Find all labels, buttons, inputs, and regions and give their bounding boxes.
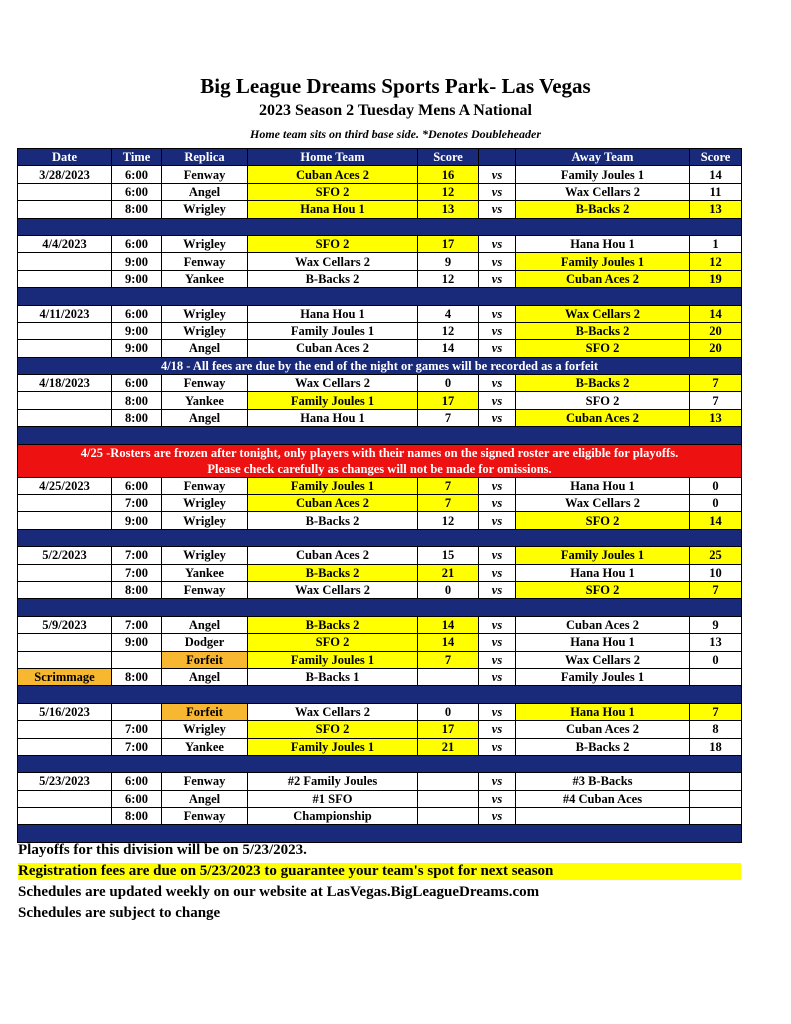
away-score-cell: 18 xyxy=(690,738,742,755)
home-team-cell: Hana Hou 1 xyxy=(248,305,418,322)
away-score-cell: 14 xyxy=(690,305,742,322)
replica-cell: Fenway xyxy=(162,477,248,494)
vs-cell: vs xyxy=(479,166,516,183)
replica-cell: Yankee xyxy=(162,270,248,287)
away-team-cell: SFO 2 xyxy=(516,581,690,598)
replica-cell: Wrigley xyxy=(162,235,248,252)
roster-notice-row xyxy=(18,444,742,477)
vs-cell: vs xyxy=(479,668,516,685)
away-team-cell: SFO 2 xyxy=(516,340,690,357)
date-cell: Scrimmage xyxy=(18,668,112,685)
replica-cell: Wrigley xyxy=(162,721,248,738)
date-cell xyxy=(18,790,112,807)
time-cell: 6:00 xyxy=(112,183,162,200)
game-row xyxy=(18,651,742,668)
time-cell: 7:00 xyxy=(112,564,162,581)
home-team-cell: Family Joules 1 xyxy=(248,322,418,339)
game-row xyxy=(18,375,742,392)
date-cell xyxy=(18,270,112,287)
time-cell: 6:00 xyxy=(112,375,162,392)
replica-cell: Angel xyxy=(162,790,248,807)
away-score-cell: 7 xyxy=(690,375,742,392)
away-team-cell: SFO 2 xyxy=(516,392,690,409)
date-cell: 3/28/2023 xyxy=(18,166,112,183)
vs-cell: vs xyxy=(479,495,516,512)
away-score-cell: 7 xyxy=(690,703,742,720)
vs-cell: vs xyxy=(479,183,516,200)
home-score-cell: 7 xyxy=(418,495,479,512)
roster-notice-line2: Please check carefully as changes will not be made for omissions. xyxy=(207,461,552,476)
home-score-cell: 12 xyxy=(418,322,479,339)
vs-cell: vs xyxy=(479,738,516,755)
replica-cell: Wrigley xyxy=(162,322,248,339)
replica-cell: Angel xyxy=(162,668,248,685)
date-cell: 5/16/2023 xyxy=(18,703,112,720)
separator-cell xyxy=(18,529,742,546)
date-cell xyxy=(18,512,112,529)
vs-cell: vs xyxy=(479,375,516,392)
home-score-cell xyxy=(418,668,479,685)
date-cell: 4/25/2023 xyxy=(18,477,112,494)
away-score-cell: 25 xyxy=(690,547,742,564)
vs-cell: vs xyxy=(479,235,516,252)
vs-cell: vs xyxy=(479,564,516,581)
date-cell xyxy=(18,253,112,270)
time-cell: 7:00 xyxy=(112,721,162,738)
time-cell xyxy=(112,651,162,668)
away-score-cell: 1 xyxy=(690,235,742,252)
col-replica: Replica xyxy=(162,149,248,166)
time-cell: 6:00 xyxy=(112,305,162,322)
home-team-cell: Wax Cellars 2 xyxy=(248,581,418,598)
game-row xyxy=(18,340,742,357)
away-team-cell: Cuban Aces 2 xyxy=(516,721,690,738)
vs-cell: vs xyxy=(479,409,516,426)
home-score-cell xyxy=(418,790,479,807)
separator-cell xyxy=(18,218,742,235)
home-team-cell: Wax Cellars 2 xyxy=(248,375,418,392)
away-team-cell: B-Backs 2 xyxy=(516,375,690,392)
registration-note: Registration fees are due on 5/23/2023 to guarantee your team's spot for next season xyxy=(18,863,741,880)
notice-row xyxy=(18,357,742,374)
replica-cell: Angel xyxy=(162,183,248,200)
vs-cell: vs xyxy=(479,322,516,339)
date-cell xyxy=(18,808,112,825)
home-score-cell: 12 xyxy=(418,183,479,200)
separator-cell xyxy=(18,288,742,305)
replica-cell: Wrigley xyxy=(162,201,248,218)
vs-cell: vs xyxy=(479,808,516,825)
away-score-cell: 13 xyxy=(690,634,742,651)
away-team-cell: Cuban Aces 2 xyxy=(516,409,690,426)
vs-cell: vs xyxy=(479,581,516,598)
time-cell: 8:00 xyxy=(112,808,162,825)
schedule-body xyxy=(18,166,742,842)
away-team-cell: #4 Cuban Aces xyxy=(516,790,690,807)
away-team-cell: SFO 2 xyxy=(516,512,690,529)
replica-cell: Wrigley xyxy=(162,547,248,564)
replica-cell: Fenway xyxy=(162,375,248,392)
replica-cell: Yankee xyxy=(162,392,248,409)
time-cell: 7:00 xyxy=(112,738,162,755)
home-team-note: Home team sits on third base side. *Denotes Doubleheader xyxy=(250,127,541,141)
away-score-cell: 10 xyxy=(690,564,742,581)
time-cell: 8:00 xyxy=(112,201,162,218)
replica-cell: Fenway xyxy=(162,166,248,183)
col-time: Time xyxy=(112,149,162,166)
time-cell: 9:00 xyxy=(112,322,162,339)
date-cell: 5/23/2023 xyxy=(18,773,112,790)
vs-cell: vs xyxy=(479,703,516,720)
home-team-cell: #2 Family Joules xyxy=(248,773,418,790)
time-cell: 6:00 xyxy=(112,235,162,252)
col-vs xyxy=(479,149,516,166)
time-cell: 7:00 xyxy=(112,495,162,512)
home-team-cell: Championship xyxy=(248,808,418,825)
home-team-cell: Cuban Aces 2 xyxy=(248,495,418,512)
time-cell: 6:00 xyxy=(112,790,162,807)
away-score-cell: 13 xyxy=(690,409,742,426)
home-score-cell xyxy=(418,808,479,825)
date-cell xyxy=(18,634,112,651)
away-score-cell: 13 xyxy=(690,201,742,218)
home-team-cell: SFO 2 xyxy=(248,634,418,651)
playoffs-note: Playoffs for this division will be on 5/23/2023. xyxy=(18,842,307,858)
game-row xyxy=(18,616,742,633)
vs-cell: vs xyxy=(479,634,516,651)
away-score-cell: 20 xyxy=(690,340,742,357)
away-score-cell xyxy=(690,790,742,807)
game-row xyxy=(18,634,742,651)
separator-cell xyxy=(18,825,742,842)
home-score-cell: 21 xyxy=(418,738,479,755)
date-cell xyxy=(18,322,112,339)
roster-notice-line1: 4/25 -Rosters are frozen after tonight, only players with their names on the signed roster are eligible for playoffs. xyxy=(80,445,679,460)
vs-cell: vs xyxy=(479,512,516,529)
col-away-score: Score xyxy=(690,149,742,166)
home-team-cell: Family Joules 1 xyxy=(248,651,418,668)
away-team-cell: B-Backs 2 xyxy=(516,738,690,755)
separator-cell xyxy=(18,755,742,772)
away-score-cell: 14 xyxy=(690,166,742,183)
home-team-cell: Hana Hou 1 xyxy=(248,409,418,426)
home-score-cell: 14 xyxy=(418,616,479,633)
time-cell: 8:00 xyxy=(112,409,162,426)
col-away-team: Away Team xyxy=(516,149,690,166)
away-score-cell: 0 xyxy=(690,651,742,668)
away-score-cell xyxy=(690,808,742,825)
game-row xyxy=(18,270,742,287)
separator-row xyxy=(18,686,742,703)
away-team-cell: #3 B-Backs xyxy=(516,773,690,790)
date-cell xyxy=(18,183,112,200)
game-row xyxy=(18,547,742,564)
replica-cell: Angel xyxy=(162,340,248,357)
home-score-cell xyxy=(418,773,479,790)
away-team-cell: Family Joules 1 xyxy=(516,166,690,183)
game-row xyxy=(18,495,742,512)
table-header-row xyxy=(18,149,742,166)
home-score-cell: 4 xyxy=(418,305,479,322)
separator-cell xyxy=(18,427,742,444)
home-team-cell: Hana Hou 1 xyxy=(248,201,418,218)
away-team-cell: Wax Cellars 2 xyxy=(516,651,690,668)
home-score-cell: 15 xyxy=(418,547,479,564)
date-cell xyxy=(18,581,112,598)
col-home-team: Home Team xyxy=(248,149,418,166)
replica-cell: Forfeit xyxy=(162,651,248,668)
away-team-cell: Hana Hou 1 xyxy=(516,477,690,494)
date-cell: 5/2/2023 xyxy=(18,547,112,564)
away-team-cell: Hana Hou 1 xyxy=(516,235,690,252)
separator-row xyxy=(18,288,742,305)
away-score-cell: 8 xyxy=(690,721,742,738)
page-title: Big League Dreams Sports Park- Las Vegas xyxy=(200,74,591,98)
game-row xyxy=(18,477,742,494)
home-score-cell: 14 xyxy=(418,340,479,357)
game-row xyxy=(18,773,742,790)
schedule-table xyxy=(17,148,742,843)
replica-cell: Forfeit xyxy=(162,703,248,720)
game-row xyxy=(18,808,742,825)
away-score-cell: 7 xyxy=(690,392,742,409)
date-cell xyxy=(18,392,112,409)
replica-cell: Dodger xyxy=(162,634,248,651)
home-score-cell: 17 xyxy=(418,721,479,738)
vs-cell: vs xyxy=(479,340,516,357)
website-note: Schedules are updated weekly on our website at LasVegas.BigLeagueDreams.com xyxy=(18,884,540,900)
home-score-cell: 21 xyxy=(418,564,479,581)
away-team-cell: Family Joules 1 xyxy=(516,668,690,685)
home-team-cell: B-Backs 2 xyxy=(248,564,418,581)
home-team-cell: Family Joules 1 xyxy=(248,392,418,409)
game-row xyxy=(18,322,742,339)
time-cell: 7:00 xyxy=(112,547,162,564)
replica-cell: Yankee xyxy=(162,738,248,755)
replica-cell: Fenway xyxy=(162,808,248,825)
away-score-cell: 14 xyxy=(690,512,742,529)
replica-cell: Yankee xyxy=(162,564,248,581)
time-cell: 9:00 xyxy=(112,340,162,357)
away-score-cell: 0 xyxy=(690,477,742,494)
home-team-cell: Family Joules 1 xyxy=(248,477,418,494)
time-cell: 6:00 xyxy=(112,773,162,790)
home-score-cell: 17 xyxy=(418,392,479,409)
date-cell xyxy=(18,201,112,218)
replica-cell: Wrigley xyxy=(162,305,248,322)
home-team-cell: B-Backs 2 xyxy=(248,616,418,633)
away-team-cell: Wax Cellars 2 xyxy=(516,305,690,322)
away-score-cell xyxy=(690,668,742,685)
game-row xyxy=(18,581,742,598)
home-score-cell: 9 xyxy=(418,253,479,270)
time-cell xyxy=(112,703,162,720)
vs-cell: vs xyxy=(479,721,516,738)
time-cell: 6:00 xyxy=(112,166,162,183)
away-team-cell: Hana Hou 1 xyxy=(516,634,690,651)
game-row xyxy=(18,409,742,426)
home-score-cell: 16 xyxy=(418,166,479,183)
page-subtitle: 2023 Season 2 Tuesday Mens A National xyxy=(259,102,532,119)
home-team-cell: SFO 2 xyxy=(248,721,418,738)
vs-cell: vs xyxy=(479,270,516,287)
home-score-cell: 14 xyxy=(418,634,479,651)
home-score-cell: 7 xyxy=(418,477,479,494)
game-row xyxy=(18,183,742,200)
game-row xyxy=(18,512,742,529)
date-cell: 5/9/2023 xyxy=(18,616,112,633)
time-cell: 8:00 xyxy=(112,581,162,598)
home-team-cell: SFO 2 xyxy=(248,235,418,252)
vs-cell: vs xyxy=(479,547,516,564)
vs-cell: vs xyxy=(479,616,516,633)
date-cell xyxy=(18,340,112,357)
vs-cell: vs xyxy=(479,477,516,494)
home-team-cell: Cuban Aces 2 xyxy=(248,547,418,564)
separator-row xyxy=(18,218,742,235)
time-cell: 9:00 xyxy=(112,512,162,529)
home-team-cell: Wax Cellars 2 xyxy=(248,703,418,720)
date-cell xyxy=(18,738,112,755)
home-team-cell: Wax Cellars 2 xyxy=(248,253,418,270)
vs-cell: vs xyxy=(479,305,516,322)
game-row xyxy=(18,721,742,738)
away-team-cell: Cuban Aces 2 xyxy=(516,270,690,287)
game-row xyxy=(18,166,742,183)
time-cell: 6:00 xyxy=(112,477,162,494)
vs-cell: vs xyxy=(479,773,516,790)
home-score-cell: 0 xyxy=(418,375,479,392)
home-team-cell: B-Backs 2 xyxy=(248,270,418,287)
separator-row xyxy=(18,755,742,772)
separator-row xyxy=(18,427,742,444)
change-note: Schedules are subject to change xyxy=(18,905,221,921)
away-team-cell: Family Joules 1 xyxy=(516,547,690,564)
away-team-cell: Hana Hou 1 xyxy=(516,564,690,581)
date-cell xyxy=(18,409,112,426)
separator-row xyxy=(18,599,742,616)
vs-cell: vs xyxy=(479,651,516,668)
game-row xyxy=(18,253,742,270)
replica-cell: Fenway xyxy=(162,253,248,270)
col-home-score: Score xyxy=(418,149,479,166)
game-row xyxy=(18,201,742,218)
game-row xyxy=(18,703,742,720)
away-team-cell: B-Backs 2 xyxy=(516,322,690,339)
time-cell: 9:00 xyxy=(112,270,162,287)
game-row xyxy=(18,235,742,252)
away-score-cell: 12 xyxy=(690,253,742,270)
home-score-cell: 12 xyxy=(418,512,479,529)
date-cell xyxy=(18,495,112,512)
away-score-cell: 0 xyxy=(690,495,742,512)
time-cell: 9:00 xyxy=(112,634,162,651)
fees-notice: 4/18 - All fees are due by the end of the night or games will be recorded as a forfeit xyxy=(18,357,742,374)
vs-cell: vs xyxy=(479,201,516,218)
time-cell: 7:00 xyxy=(112,616,162,633)
game-row xyxy=(18,738,742,755)
replica-cell: Fenway xyxy=(162,581,248,598)
game-row xyxy=(18,564,742,581)
separator-row xyxy=(18,529,742,546)
home-team-cell: B-Backs 2 xyxy=(248,512,418,529)
game-row xyxy=(18,790,742,807)
home-score-cell: 0 xyxy=(418,581,479,598)
away-team-cell: Cuban Aces 2 xyxy=(516,616,690,633)
home-team-cell: Cuban Aces 2 xyxy=(248,340,418,357)
separator-cell xyxy=(18,599,742,616)
date-cell: 4/18/2023 xyxy=(18,375,112,392)
away-score-cell: 19 xyxy=(690,270,742,287)
date-cell: 4/11/2023 xyxy=(18,305,112,322)
home-score-cell: 0 xyxy=(418,703,479,720)
time-cell: 8:00 xyxy=(112,668,162,685)
game-row xyxy=(18,392,742,409)
roster-notice xyxy=(18,444,742,477)
date-cell xyxy=(18,721,112,738)
home-score-cell: 17 xyxy=(418,235,479,252)
away-score-cell: 11 xyxy=(690,183,742,200)
away-team-cell: Wax Cellars 2 xyxy=(516,183,690,200)
home-team-cell: Family Joules 1 xyxy=(248,738,418,755)
vs-cell: vs xyxy=(479,392,516,409)
home-score-cell: 7 xyxy=(418,409,479,426)
away-team-cell xyxy=(516,808,690,825)
away-score-cell: 7 xyxy=(690,581,742,598)
away-team-cell: Family Joules 1 xyxy=(516,253,690,270)
replica-cell: Angel xyxy=(162,409,248,426)
separator-row xyxy=(18,825,742,842)
home-score-cell: 7 xyxy=(418,651,479,668)
time-cell: 9:00 xyxy=(112,253,162,270)
home-team-cell: B-Backs 1 xyxy=(248,668,418,685)
replica-cell: Angel xyxy=(162,616,248,633)
home-score-cell: 13 xyxy=(418,201,479,218)
away-score-cell xyxy=(690,773,742,790)
vs-cell: vs xyxy=(479,790,516,807)
home-team-cell: SFO 2 xyxy=(248,183,418,200)
game-row xyxy=(18,305,742,322)
date-cell xyxy=(18,564,112,581)
away-team-cell: Wax Cellars 2 xyxy=(516,495,690,512)
replica-cell: Wrigley xyxy=(162,495,248,512)
home-team-cell: Cuban Aces 2 xyxy=(248,166,418,183)
away-team-cell: Hana Hou 1 xyxy=(516,703,690,720)
col-date: Date xyxy=(18,149,112,166)
replica-cell: Fenway xyxy=(162,773,248,790)
away-team-cell: B-Backs 2 xyxy=(516,201,690,218)
separator-cell xyxy=(18,686,742,703)
home-score-cell: 12 xyxy=(418,270,479,287)
time-cell: 8:00 xyxy=(112,392,162,409)
date-cell: 4/4/2023 xyxy=(18,235,112,252)
replica-cell: Wrigley xyxy=(162,512,248,529)
game-row xyxy=(18,668,742,685)
vs-cell: vs xyxy=(479,253,516,270)
away-score-cell: 9 xyxy=(690,616,742,633)
away-score-cell: 20 xyxy=(690,322,742,339)
home-team-cell: #1 SFO xyxy=(248,790,418,807)
date-cell xyxy=(18,651,112,668)
